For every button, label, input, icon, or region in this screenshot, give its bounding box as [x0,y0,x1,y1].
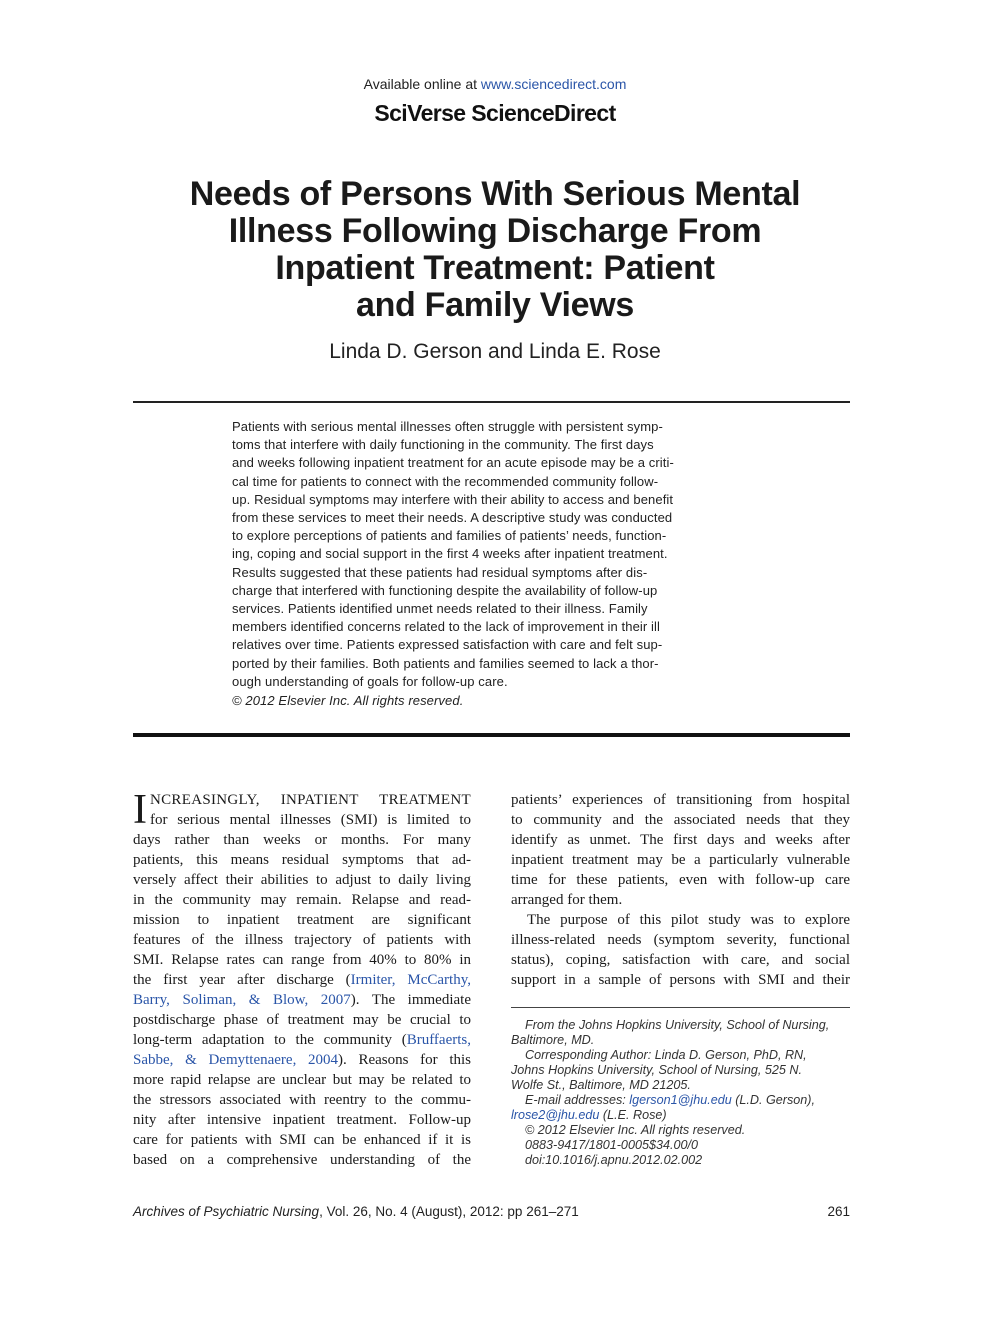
header [0,76,990,127]
footnote [511,1018,850,1168]
footnote-divider [511,1007,850,1008]
abstract-line: services. Patients identified unmet needs related to their illness. Family [232,601,648,617]
abstract-line: toms that interfere with daily functioning in the community. The first days [232,437,654,453]
body-line: long-term adaptation to the community (Bruffaerts, [133,1032,471,1048]
footnote-affiliation: From the Johns Hopkins University, School of Nursing, [525,1018,830,1032]
body-line: in the community may remain. Relapse and read- [133,892,471,908]
body-line: Sabbe, & Demyttenaere, 2004). Reasons for this [133,1052,471,1068]
bottom-divider [133,733,850,737]
citation-link[interactable]: Bruffaerts, [406,1032,471,1048]
abstract-line: ing, coping and social support in the first 4 weeks after inpatient treatment. [232,546,668,562]
body-line: time for these patients, even with follow-up care [511,872,850,888]
footnote-email: E-mail addresses: lgerson1@jhu.edu (L.D. Gerson), [525,1093,815,1107]
body-line: identify as unmet. The first days and weeks after [511,832,850,848]
abstract-line: from these services to meet their needs. A descriptive study was conducted [232,510,673,526]
available-online [0,76,990,92]
abstract-line: ported by their families. Both patients and families seemed to lack a thor- [232,655,659,671]
footnote-affiliation: Baltimore, MD. [511,1033,595,1047]
body-line: The purpose of this pilot study was to explore [527,912,850,928]
brand-logo: SciVerse ScienceDirect [374,100,616,126]
footnote-issn: 0883-9417/1801-0005$34.00/0 [525,1138,698,1152]
email-link[interactable]: lgerson1@jhu.edu [629,1093,732,1107]
footnote-email: lrose2@jhu.edu (L.E. Rose) [511,1108,667,1122]
title-line: and Family Views [355,286,635,324]
abstract-line: up. Residual symptoms may interfere with their ability to access and benefit [232,491,674,507]
page-footer [133,1204,850,1219]
body-line: versely affect their abilities to adjust to daily living [133,872,471,888]
abstract-copyright: © 2012 Elsevier Inc. All rights reserved. [232,693,464,709]
body-line: mission to inpatient treatment are significant [133,912,471,928]
body-line: inpatient treatment may be a particularly vulnerable [511,852,850,868]
footnote-copyright: © 2012 Elsevier Inc. All rights reserved. [525,1123,746,1137]
abstract-line: to explore perceptions of patients and families of patients’ needs, function- [232,528,667,544]
body-line: postdischarge phase of treatment may be crucial to [133,1012,471,1028]
title-line: Needs of Persons With Serious Mental [189,175,801,213]
citation-link[interactable]: Sabbe, & Demyttenaere, 2004 [133,1052,339,1068]
body-line: status), coping, satisfaction with care, and social [511,952,850,968]
body-line: the first year after discharge (Irmiter, McCarthy, [133,972,471,988]
body-line: NCREASINGLY, INPATIENT TREATMENT [150,792,471,808]
body-line: based on a comprehensive understanding of the [133,1152,471,1168]
footnote-corresponding: Wolfe St., Baltimore, MD 21205. [511,1078,691,1092]
body-line: for serious mental illnesses (SMI) is limited to [150,812,471,828]
body-line: features of the illness trajectory of patients with [133,932,471,948]
abstract-line: and weeks following inpatient treatment for an acute episode may be a criti- [232,455,674,471]
abstract-line: ough understanding of goals for follow-up care. [232,673,508,689]
body-line: arranged for them. [511,892,623,908]
body-line: more rapid relapse are unclear but may be related to [133,1072,471,1088]
top-divider [133,401,850,403]
abstract-line: Results suggested that these patients had residual symptoms after dis- [232,564,648,580]
abstract-line: Patients with serious mental illnesses often struggle with persistent symp- [232,419,663,434]
article-title [150,176,840,324]
body-line: illness-related needs (symptom severity, functional [511,932,850,948]
body-line: to community and the associated needs that they [511,812,850,828]
body-line: nity after intensive inpatient treatment. Follow-up [133,1112,471,1128]
email-link[interactable]: lrose2@jhu.edu [511,1108,600,1122]
body-line: days rather than weeks or months. For many [133,832,471,848]
title-line: Illness Following Discharge From [228,212,762,250]
page-number: 261 [827,1204,850,1219]
authors: Linda D. Gerson and Linda E. Rose [329,340,661,363]
abstract [232,418,751,710]
sciencedirect-link[interactable]: www.sciencedirect.com [480,76,627,92]
abstract-line: charge that interfered with functioning despite the availability of follow-up [232,582,658,598]
citation-link[interactable]: Irmiter, McCarthy, [350,972,471,988]
body-line: Barry, Soliman, & Blow, 2007). The immediate [133,992,471,1008]
citation-link[interactable]: Barry, Soliman, & Blow, 2007 [133,992,351,1008]
body-line: support in a sample of persons with SMI and their [511,972,850,988]
body-column-left [133,787,471,1170]
body-line: SMI. Relapse rates can range from 40% to 80% in [133,952,471,968]
abstract-line: relatives over time. Patients expressed satisfaction with care and felt sup- [232,637,663,653]
body-line: care for patients with SMI can be enhanced if it is [133,1132,471,1148]
title-line: Inpatient Treatment: Patient [275,249,715,287]
footnote-corresponding: Corresponding Author: Linda D. Gerson, PhD, RN, [525,1048,807,1062]
drop-cap: I [133,787,147,833]
body-line: patients, this means residual symptoms that ad- [133,852,471,868]
body-line: the stressors associated with reentry to the commu- [133,1092,471,1108]
journal-citation: Archives of Psychiatric Nursing, Vol. 26, No. 4 (August), 2012: pp 261–271 [133,1204,579,1219]
available-prefix: Available online at [363,76,481,92]
journal-name: Archives of Psychiatric Nursing [133,1204,320,1219]
abstract-line: members identified concerns related to the lack of improvement in their ill [232,619,661,635]
abstract-line: cal time for patients to connect with the recommended community follow- [232,473,659,489]
body-line: patients’ experiences of transitioning from hospital [511,792,850,808]
footnote-corresponding: Johns Hopkins University, School of Nursing, 525 N. [511,1063,802,1077]
body-column-right [511,790,850,990]
footnote-doi: doi:10.1016/j.apnu.2012.02.002 [525,1153,703,1167]
